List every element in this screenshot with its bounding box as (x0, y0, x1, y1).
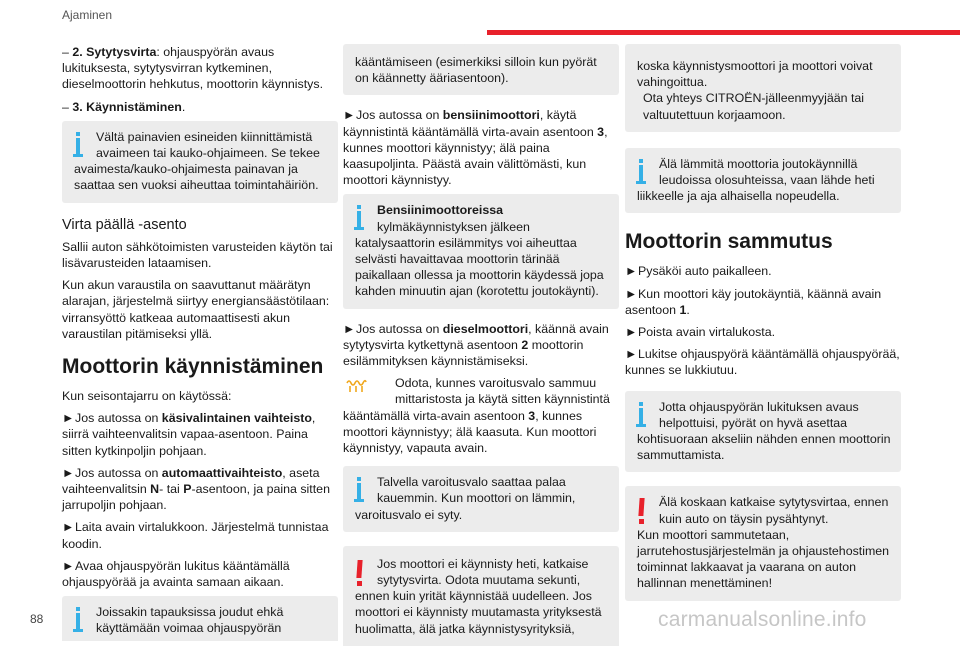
info-icon (73, 132, 83, 158)
column-2 (343, 44, 619, 658)
warning-icon (636, 498, 646, 524)
section-header: Ajaminen (62, 8, 113, 22)
step-unlock-steering: ►Avaa ohjauspyörän lukitus kääntämällä ohjauspyörää ja avainta samaan aikaan. (62, 558, 290, 590)
stop-step-lock-steering: ►Lukitse ohjauspyörä kääntämällä ohjauspyörää, kunnes se lukkiutuu. (625, 347, 900, 378)
energy-saving-text: Kun akun varaustila on saavuttanut määrätyn alarajan, järjestelmä siirtyy energiansäästötilaan: virransyöttö katkeaa automaattisesti akun varaustilan pitämiseksi yllä. (62, 278, 330, 341)
warning-box-no-start: Jos moottori ei käynnisty heti, katkaise sytytysvirta. Odota muutama sekunti, ennen kuin yrität käynnistää uudelleen. Jos moottori ei käynnisty muutamasta yrityksestä huolimatta, älä jatka käynnistysyrityksiä, (343, 546, 619, 646)
warning-box-no-start-cont: koska käynnistysmoottori ja moottori voivat vahingoittua. Ota yhteys CITROËN-jälleenmyyjään tai valtuutettuun korjaamoon. (625, 44, 901, 132)
ignition-on-text: Sallii auton sähkötoimisten varusteiden käytön tai lisävarusteiden lataamisen. (62, 239, 333, 271)
info-box-steering-force-cont: kääntämiseen (esimerkiksi silloin kun pyörät on käännetty ääriasentoon). (343, 44, 619, 95)
step-manual-gearbox: ►Jos autossa on käsivalintainen vaihteisto, siirrä vaihteenvalitsin vapaa-asentoon. Paina sitten kytkinpoljin pohjaan. (62, 411, 316, 458)
info-icon (354, 477, 364, 503)
warning-icon (354, 560, 364, 586)
info-box-wheels-straight: Jotta ohjauspyörän lukituksen avaus helpottuisi, pyörät on hyvä asettaa kohtisuoraan akseliin nähden ennen moottorin sammuttamista. (625, 391, 901, 473)
info-icon (73, 607, 83, 633)
step-diesel-engine: ►Jos autossa on dieselmoottori, käännä avain sytytysvirta kytkettynä asentoon 2 moottorin esilämmityksen käynnistämiseksi. (343, 321, 609, 369)
list-item-ignition: – 2. Sytytysvirta: ohjauspyörän avaus lukituksesta, sytytysvirran kytkeminen, dieselmoottorin hehkutus, moottorin käynnistys. (62, 45, 324, 92)
stop-step-remove-key: ►Poista avain virtalukosta. (625, 325, 776, 340)
stop-step-park: ►Pysäköi auto paikalleen. (625, 264, 772, 279)
subheading-ignition-on: Virta päällä -asento (62, 216, 187, 233)
step-automatic-gearbox: ►Jos autossa on automaattivaihteisto, aseta vaihteenvalitsin N- tai P-asentoon, ja paina sitten jarrupoljin pohjaan. (62, 465, 330, 513)
info-box-winter: Talvella varoitusvalo saattaa palaa kauemmin. Kun moottori on lämmin, varoitusvalo ei syty. (343, 466, 619, 532)
watermark: carmanualsonline.info (658, 608, 867, 631)
info-icon (354, 205, 364, 231)
column-1 (62, 44, 338, 653)
info-icon (636, 159, 646, 185)
page-number: 88 (30, 612, 44, 626)
info-box-idle-warmup: Älä lämmitä moottoria joutokäynnillä leudoissa olosuhteissa, vaan lähde heti liikkeelle ja aja alhaisella nopeudella. (625, 148, 901, 214)
start-intro: Kun seisontajarru on käytössä: (62, 389, 232, 404)
step-insert-key: ►Laita avain virtalukkoon. Järjestelmä tunnistaa koodin. (62, 520, 329, 551)
header-accent-bar (487, 30, 960, 35)
warning-box-ignition-off: Älä koskaan katkaise sytytysvirtaa, ennen kuin auto on täysin pysähtynyt. Kun moottori sammutetaan, jarrutehostusjärjestelmän ja ohjaustehostimen toiminnat lakkaavat ja vaarana on auton hallinnan menettäminen! (625, 486, 901, 600)
oil-warning-lamp-icon (345, 377, 367, 397)
step-petrol-engine: ►Jos autossa on bensiinimoottori, käytä käynnistintä kääntämällä virta-avain asentoon 3, kunnes moottori käynnistyy; älä paina kaasupoljinta. Päästä avain välittömästi, kun moottori käynnistyy. (343, 108, 608, 188)
heading-engine-stop: Moottorin sammutus (625, 230, 833, 254)
column-3 (625, 44, 901, 613)
heading-engine-start: Moottorin käynnistäminen (62, 355, 324, 379)
info-icon (636, 402, 646, 428)
preheat-warning-text: Odota, kunnes varoitusvalo sammuu mittaristosta ja käytä sitten käynnistintä kääntämällä virta-avain asentoon 3, kunnes moottori käynnistyy; älä kaasuta. Kun moottori käynnistyy, vapauta avain. (343, 376, 610, 456)
info-box-petrol-cold-start: Bensiinimoottoreissa kylmäkäynnistyksen jälkeen katalysaattorin esilämmitys voi aiheuttaa selvästi havaittavaa moottorin tärinää paikallaan ollessa ja moottorin käydessä jopa kahden minuutin ajan (korotettu joutokäynti). (343, 194, 619, 308)
info-box-key-weight: Vältä painavien esineiden kiinnittämistä avaimeen tai kauko-ohjaimeen. Se tekee avaimesta/kauko-ohjaimesta painavan ja saattaa sen vuoksi aiheuttaa toimintahäiriön. (62, 121, 338, 203)
stop-step-idle: ►Kun moottori käy joutokäyntiä, käännä avain asentoon 1. (625, 286, 882, 317)
list-item-start: – 3. Käynnistäminen. (62, 99, 186, 114)
info-box-steering-force: Joissakin tapauksissa joudut ehkä käyttämään voimaa ohjauspyörän (62, 596, 338, 640)
